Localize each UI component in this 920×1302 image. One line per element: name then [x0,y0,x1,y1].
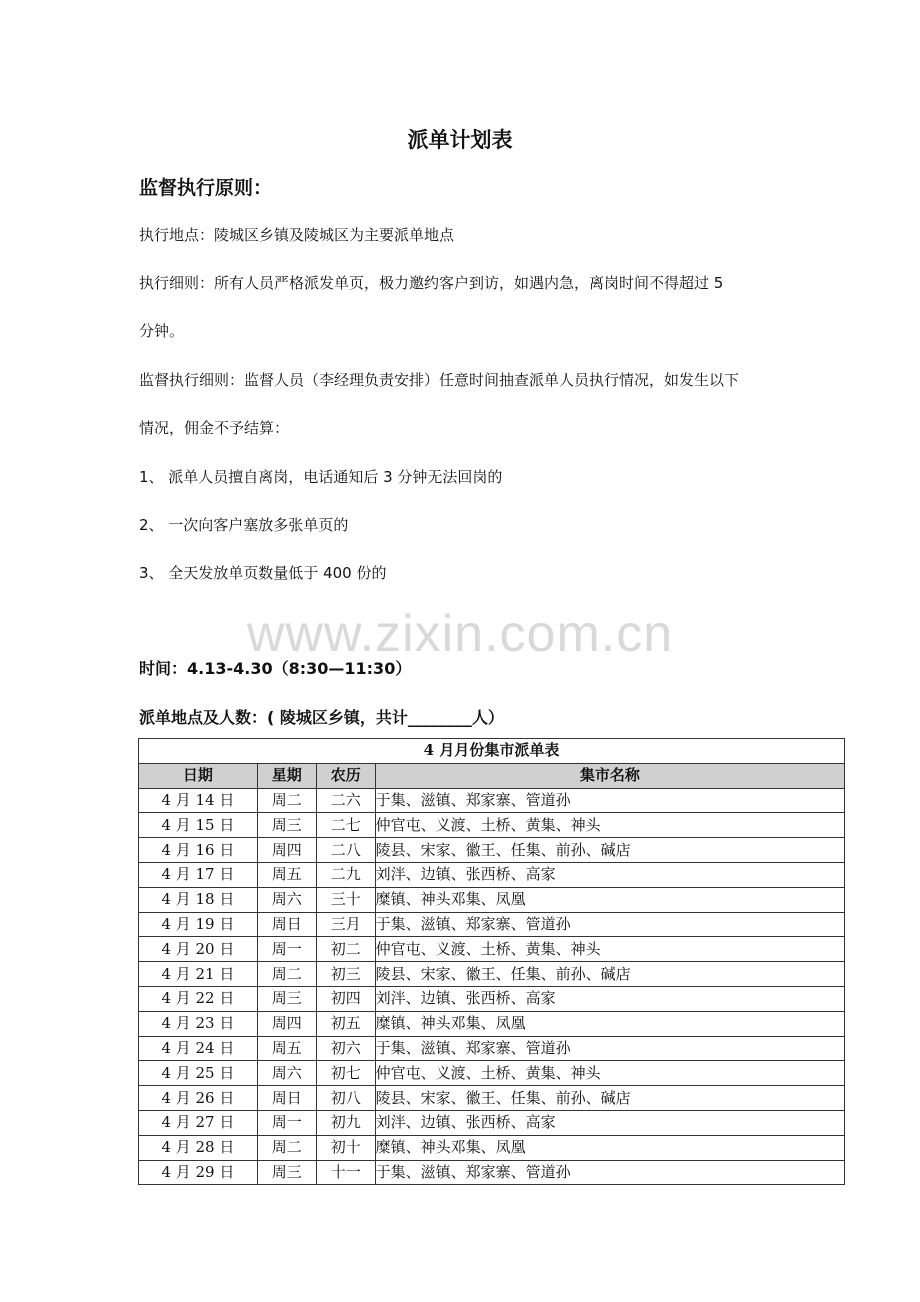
page-title: 派单计划表 [407,128,513,152]
table-row [139,1110,845,1135]
location-line: 派单地点及人数：( 陵城区乡镇，共计________人） [139,708,504,727]
table-row [139,912,845,937]
date-cell: 4 月 16 日 [139,838,258,863]
market-cell: 仲官屯、义渡、土桥、黄集、神头 [375,937,844,962]
table-row [139,813,845,838]
date-cell: 4 月 25 日 [139,1061,258,1086]
market-cell: 糜镇、神头邓集、凤凰 [375,887,844,912]
weekday-cell: 周五 [257,1036,316,1061]
date-cell: 4 月 29 日 [139,1160,258,1185]
date-cell: 4 月 18 日 [139,887,258,912]
table-row [139,788,845,813]
date-cell: 4 月 23 日 [139,1011,258,1036]
date-cell: 4 月 26 日 [139,1086,258,1111]
date-cell: 4 月 14 日 [139,788,258,813]
date-cell: 4 月 28 日 [139,1135,258,1160]
market-cell: 仲官屯、义渡、土桥、黄集、神头 [375,1061,844,1086]
column-header-date: 日期 [139,763,258,788]
market-cell: 陵县、宋家、徽王、任集、前孙、碱店 [375,1086,844,1111]
market-cell: 糜镇、神头邓集、凤凰 [375,1135,844,1160]
table-row [139,1135,845,1160]
weekday-cell: 周一 [257,1110,316,1135]
lunar-cell: 三月 [316,912,375,937]
market-cell: 于集、滋镇、郑家寨、管道孙 [375,912,844,937]
date-cell: 4 月 27 日 [139,1110,258,1135]
market-cell: 于集、滋镇、郑家寨、管道孙 [375,788,844,813]
weekday-cell: 周三 [257,813,316,838]
time-line: 时间：4.13-4.30（8:30—11:30） [139,659,412,678]
table-row [139,887,845,912]
lunar-cell: 二九 [316,862,375,887]
list-item-2: 2、 一次向客户塞放多张单页的 [139,516,349,534]
lunar-cell: 初五 [316,1011,375,1036]
column-header-market: 集市名称 [375,763,844,788]
lunar-cell: 初九 [316,1110,375,1135]
market-cell: 刘泮、边镇、张西桥、高家 [375,986,844,1011]
weekday-cell: 周日 [257,1086,316,1111]
date-cell: 4 月 21 日 [139,962,258,987]
market-cell: 于集、滋镇、郑家寨、管道孙 [375,1036,844,1061]
paragraph-supervision-cont: 情况，佣金不予结算： [139,419,290,437]
section-heading: 监督执行原则： [139,177,273,199]
date-cell: 4 月 19 日 [139,912,258,937]
date-cell: 4 月 17 日 [139,862,258,887]
table-row [139,937,845,962]
table-row [139,1011,845,1036]
table-row [139,838,845,863]
market-cell: 陵县、宋家、徽王、任集、前孙、碱店 [375,962,844,987]
lunar-cell: 初七 [316,1061,375,1086]
column-header-weekday: 星期 [257,763,316,788]
paragraph-location: 执行地点：陵城区乡镇及陵城区为主要派单地点 [139,226,455,244]
weekday-cell: 周三 [257,1160,316,1185]
date-cell: 4 月 24 日 [139,1036,258,1061]
table-row [139,1036,845,1061]
paragraph-supervision: 监督执行细则：监督人员（李经理负责安排）任意时间抽查派单人员执行情况，如发生以下 [139,371,740,389]
lunar-cell: 初八 [316,1086,375,1111]
weekday-cell: 周日 [257,912,316,937]
lunar-cell: 初六 [316,1036,375,1061]
paragraph-rules-cont: 分钟。 [139,322,185,340]
lunar-cell: 初二 [316,937,375,962]
table-row [139,1061,845,1086]
date-cell: 4 月 22 日 [139,986,258,1011]
table-row [139,986,845,1011]
weekday-cell: 周二 [257,1135,316,1160]
table-row [139,962,845,987]
weekday-cell: 周六 [257,1061,316,1086]
market-cell: 刘泮、边镇、张西桥、高家 [375,1110,844,1135]
lunar-cell: 二七 [316,813,375,838]
weekday-cell: 周四 [257,1011,316,1036]
column-header-lunar: 农历 [316,763,375,788]
lunar-cell: 初三 [316,962,375,987]
lunar-cell: 初四 [316,986,375,1011]
table-row [139,862,845,887]
weekday-cell: 周一 [257,937,316,962]
list-item-3: 3、 全天发放单页数量低于 400 份的 [139,564,387,582]
paragraph-rules: 执行细则：所有人员严格派发单页，极力邀约客户到访，如遇内急，离岗时间不得超过 5 [139,274,724,292]
table-caption: 4 月月份集市派单表 [139,739,845,764]
market-cell: 仲官屯、义渡、土桥、黄集、神头 [375,813,844,838]
weekday-cell: 周二 [257,788,316,813]
weekday-cell: 周四 [257,838,316,863]
date-cell: 4 月 20 日 [139,937,258,962]
date-cell: 4 月 15 日 [139,813,258,838]
list-item-1: 1、 派单人员擅自离岗，电话通知后 3 分钟无法回岗的 [139,468,503,486]
lunar-cell: 二八 [316,838,375,863]
watermark: www.zixin.com.cn [246,605,674,663]
market-cell: 刘泮、边镇、张西桥、高家 [375,862,844,887]
weekday-cell: 周二 [257,962,316,987]
market-cell: 于集、滋镇、郑家寨、管道孙 [375,1160,844,1185]
lunar-cell: 三十 [316,887,375,912]
market-cell: 陵县、宋家、徽王、任集、前孙、碱店 [375,838,844,863]
weekday-cell: 周三 [257,986,316,1011]
lunar-cell: 十一 [316,1160,375,1185]
lunar-cell: 初十 [316,1135,375,1160]
lunar-cell: 二六 [316,788,375,813]
table-row [139,1086,845,1111]
schedule-table [138,738,845,1185]
table-row [139,1160,845,1185]
weekday-cell: 周五 [257,862,316,887]
weekday-cell: 周六 [257,887,316,912]
market-cell: 糜镇、神头邓集、凤凰 [375,1011,844,1036]
table-body [139,788,845,1185]
